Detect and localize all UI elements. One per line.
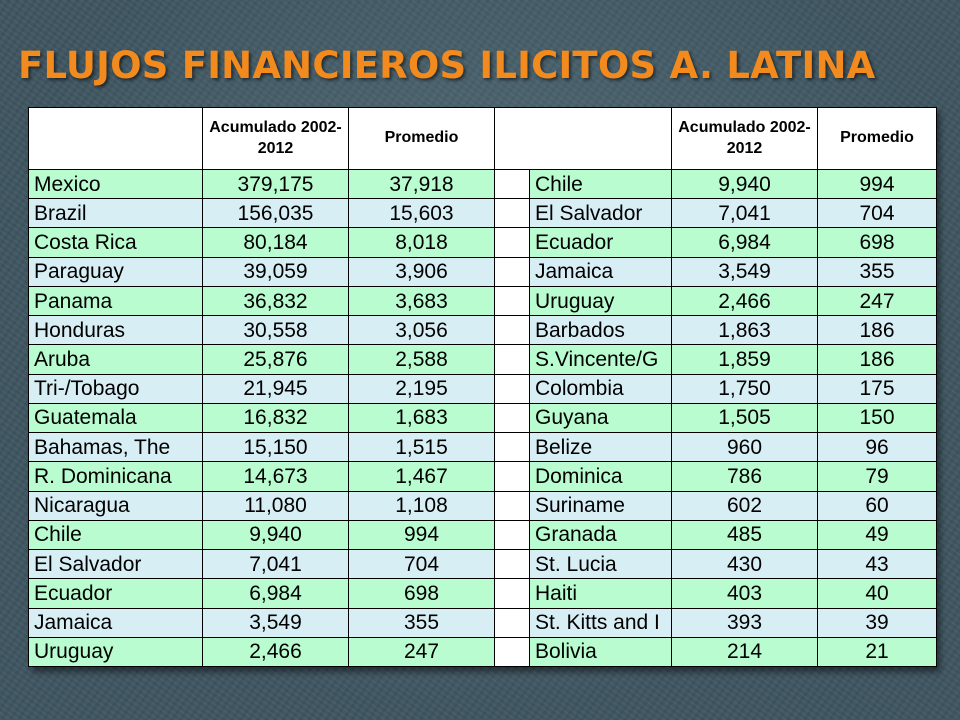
column-spacer: [495, 403, 530, 432]
left-promedio-cell: 994: [349, 520, 495, 549]
left-acumulado-cell: 14,673: [203, 462, 349, 491]
column-spacer: [495, 637, 530, 666]
right-country-cell: Ecuador: [530, 228, 672, 257]
column-spacer: [495, 257, 530, 286]
left-acumulado-cell: 6,984: [203, 579, 349, 608]
left-acumulado-cell: 25,876: [203, 345, 349, 374]
table-row: [29, 170, 937, 199]
left-country-cell: Aruba: [29, 345, 203, 374]
right-promedio-cell: 21: [818, 637, 937, 666]
right-acumulado-cell: 2,466: [672, 286, 818, 315]
right-promedio-cell: 79: [818, 462, 937, 491]
table-row: [29, 286, 937, 315]
right-country-cell: Haiti: [530, 579, 672, 608]
column-spacer: [495, 550, 530, 579]
left-promedio-cell: 1,683: [349, 403, 495, 432]
left-country-cell: Chile: [29, 520, 203, 549]
left-promedio-cell: 3,906: [349, 257, 495, 286]
right-acumulado-cell: 214: [672, 637, 818, 666]
right-acumulado-cell: 393: [672, 608, 818, 637]
right-acumulado-cell: 3,549: [672, 257, 818, 286]
header-acumulado-right: Acumulado 2002-2012: [672, 108, 818, 170]
table-row: [29, 403, 937, 432]
left-country-cell: Jamaica: [29, 608, 203, 637]
left-acumulado-cell: 30,558: [203, 316, 349, 345]
right-acumulado-cell: 1,505: [672, 403, 818, 432]
column-spacer: [495, 228, 530, 257]
column-spacer: [495, 433, 530, 462]
column-spacer: [495, 520, 530, 549]
table-row: [29, 579, 937, 608]
right-promedio-cell: 43: [818, 550, 937, 579]
right-acumulado-cell: 403: [672, 579, 818, 608]
column-spacer: [495, 374, 530, 403]
header-spacer: [495, 108, 672, 170]
left-acumulado-cell: 11,080: [203, 491, 349, 520]
table-row: [29, 228, 937, 257]
slide-title: FLUJOS FINANCIEROS ILICITOS A. LATINA: [18, 44, 876, 87]
right-promedio-cell: 96: [818, 433, 937, 462]
table-row: [29, 637, 937, 666]
header-country-left: [29, 108, 203, 170]
left-acumulado-cell: 2,466: [203, 637, 349, 666]
right-promedio-cell: 186: [818, 345, 937, 374]
left-country-cell: Panama: [29, 286, 203, 315]
right-country-cell: Colombia: [530, 374, 672, 403]
column-spacer: [495, 579, 530, 608]
left-country-cell: Guatemala: [29, 403, 203, 432]
column-spacer: [495, 199, 530, 228]
right-country-cell: Barbados: [530, 316, 672, 345]
table-row: [29, 462, 937, 491]
left-acumulado-cell: 36,832: [203, 286, 349, 315]
right-country-cell: Guyana: [530, 403, 672, 432]
right-acumulado-cell: 485: [672, 520, 818, 549]
right-acumulado-cell: 7,041: [672, 199, 818, 228]
left-country-cell: Honduras: [29, 316, 203, 345]
left-country-cell: R. Dominicana: [29, 462, 203, 491]
left-acumulado-cell: 156,035: [203, 199, 349, 228]
data-table-container: [28, 107, 936, 667]
right-country-cell: Belize: [530, 433, 672, 462]
left-promedio-cell: 1,467: [349, 462, 495, 491]
right-country-cell: Bolivia: [530, 637, 672, 666]
left-promedio-cell: 3,683: [349, 286, 495, 315]
right-promedio-cell: 704: [818, 199, 937, 228]
right-promedio-cell: 698: [818, 228, 937, 257]
right-country-cell: Uruguay: [530, 286, 672, 315]
right-promedio-cell: 60: [818, 491, 937, 520]
right-promedio-cell: 355: [818, 257, 937, 286]
left-acumulado-cell: 3,549: [203, 608, 349, 637]
left-acumulado-cell: 80,184: [203, 228, 349, 257]
column-spacer: [495, 170, 530, 199]
header-acumulado-left: Acumulado 2002-2012: [203, 108, 349, 170]
right-country-cell: S.Vincente/G: [530, 345, 672, 374]
table-row: [29, 345, 937, 374]
left-promedio-cell: 704: [349, 550, 495, 579]
right-country-cell: Suriname: [530, 491, 672, 520]
table-row: [29, 433, 937, 462]
right-promedio-cell: 40: [818, 579, 937, 608]
left-acumulado-cell: 16,832: [203, 403, 349, 432]
left-country-cell: Nicaragua: [29, 491, 203, 520]
table-row: [29, 520, 937, 549]
right-acumulado-cell: 430: [672, 550, 818, 579]
right-acumulado-cell: 960: [672, 433, 818, 462]
right-acumulado-cell: 6,984: [672, 228, 818, 257]
left-acumulado-cell: 21,945: [203, 374, 349, 403]
right-country-cell: Dominica: [530, 462, 672, 491]
header-promedio-right: Promedio: [818, 108, 937, 170]
table-row: [29, 491, 937, 520]
right-country-cell: Chile: [530, 170, 672, 199]
right-country-cell: Jamaica: [530, 257, 672, 286]
left-promedio-cell: 1,515: [349, 433, 495, 462]
left-country-cell: Brazil: [29, 199, 203, 228]
left-promedio-cell: 3,056: [349, 316, 495, 345]
table-row: [29, 316, 937, 345]
left-acumulado-cell: 379,175: [203, 170, 349, 199]
right-acumulado-cell: 1,859: [672, 345, 818, 374]
left-promedio-cell: 247: [349, 637, 495, 666]
right-acumulado-cell: 602: [672, 491, 818, 520]
table-row: [29, 257, 937, 286]
table-row: [29, 550, 937, 579]
right-acumulado-cell: 786: [672, 462, 818, 491]
table-row: [29, 199, 937, 228]
column-spacer: [495, 316, 530, 345]
left-country-cell: Uruguay: [29, 637, 203, 666]
left-country-cell: Bahamas, The: [29, 433, 203, 462]
right-promedio-cell: 186: [818, 316, 937, 345]
left-acumulado-cell: 9,940: [203, 520, 349, 549]
right-promedio-cell: 247: [818, 286, 937, 315]
right-promedio-cell: 994: [818, 170, 937, 199]
table-row: [29, 374, 937, 403]
right-country-cell: St. Kitts and I: [530, 608, 672, 637]
table-row: [29, 608, 937, 637]
left-promedio-cell: 1,108: [349, 491, 495, 520]
right-promedio-cell: 39: [818, 608, 937, 637]
right-country-cell: Granada: [530, 520, 672, 549]
left-acumulado-cell: 7,041: [203, 550, 349, 579]
left-country-cell: Paraguay: [29, 257, 203, 286]
right-acumulado-cell: 1,863: [672, 316, 818, 345]
right-promedio-cell: 175: [818, 374, 937, 403]
column-spacer: [495, 345, 530, 374]
column-spacer: [495, 286, 530, 315]
right-promedio-cell: 150: [818, 403, 937, 432]
left-country-cell: Mexico: [29, 170, 203, 199]
left-country-cell: Costa Rica: [29, 228, 203, 257]
left-promedio-cell: 37,918: [349, 170, 495, 199]
illicit-flows-table: [28, 107, 937, 667]
table-body: [29, 170, 937, 667]
left-country-cell: Tri-/Tobago: [29, 374, 203, 403]
header-promedio-left: Promedio: [349, 108, 495, 170]
right-acumulado-cell: 9,940: [672, 170, 818, 199]
left-promedio-cell: 698: [349, 579, 495, 608]
left-country-cell: Ecuador: [29, 579, 203, 608]
column-spacer: [495, 608, 530, 637]
column-spacer: [495, 462, 530, 491]
column-spacer: [495, 491, 530, 520]
table-header-row: [29, 108, 937, 170]
right-acumulado-cell: 1,750: [672, 374, 818, 403]
left-promedio-cell: 8,018: [349, 228, 495, 257]
left-promedio-cell: 2,195: [349, 374, 495, 403]
right-promedio-cell: 49: [818, 520, 937, 549]
left-country-cell: El Salvador: [29, 550, 203, 579]
left-acumulado-cell: 15,150: [203, 433, 349, 462]
left-promedio-cell: 355: [349, 608, 495, 637]
left-acumulado-cell: 39,059: [203, 257, 349, 286]
left-promedio-cell: 2,588: [349, 345, 495, 374]
left-promedio-cell: 15,603: [349, 199, 495, 228]
right-country-cell: St. Lucia: [530, 550, 672, 579]
right-country-cell: El Salvador: [530, 199, 672, 228]
